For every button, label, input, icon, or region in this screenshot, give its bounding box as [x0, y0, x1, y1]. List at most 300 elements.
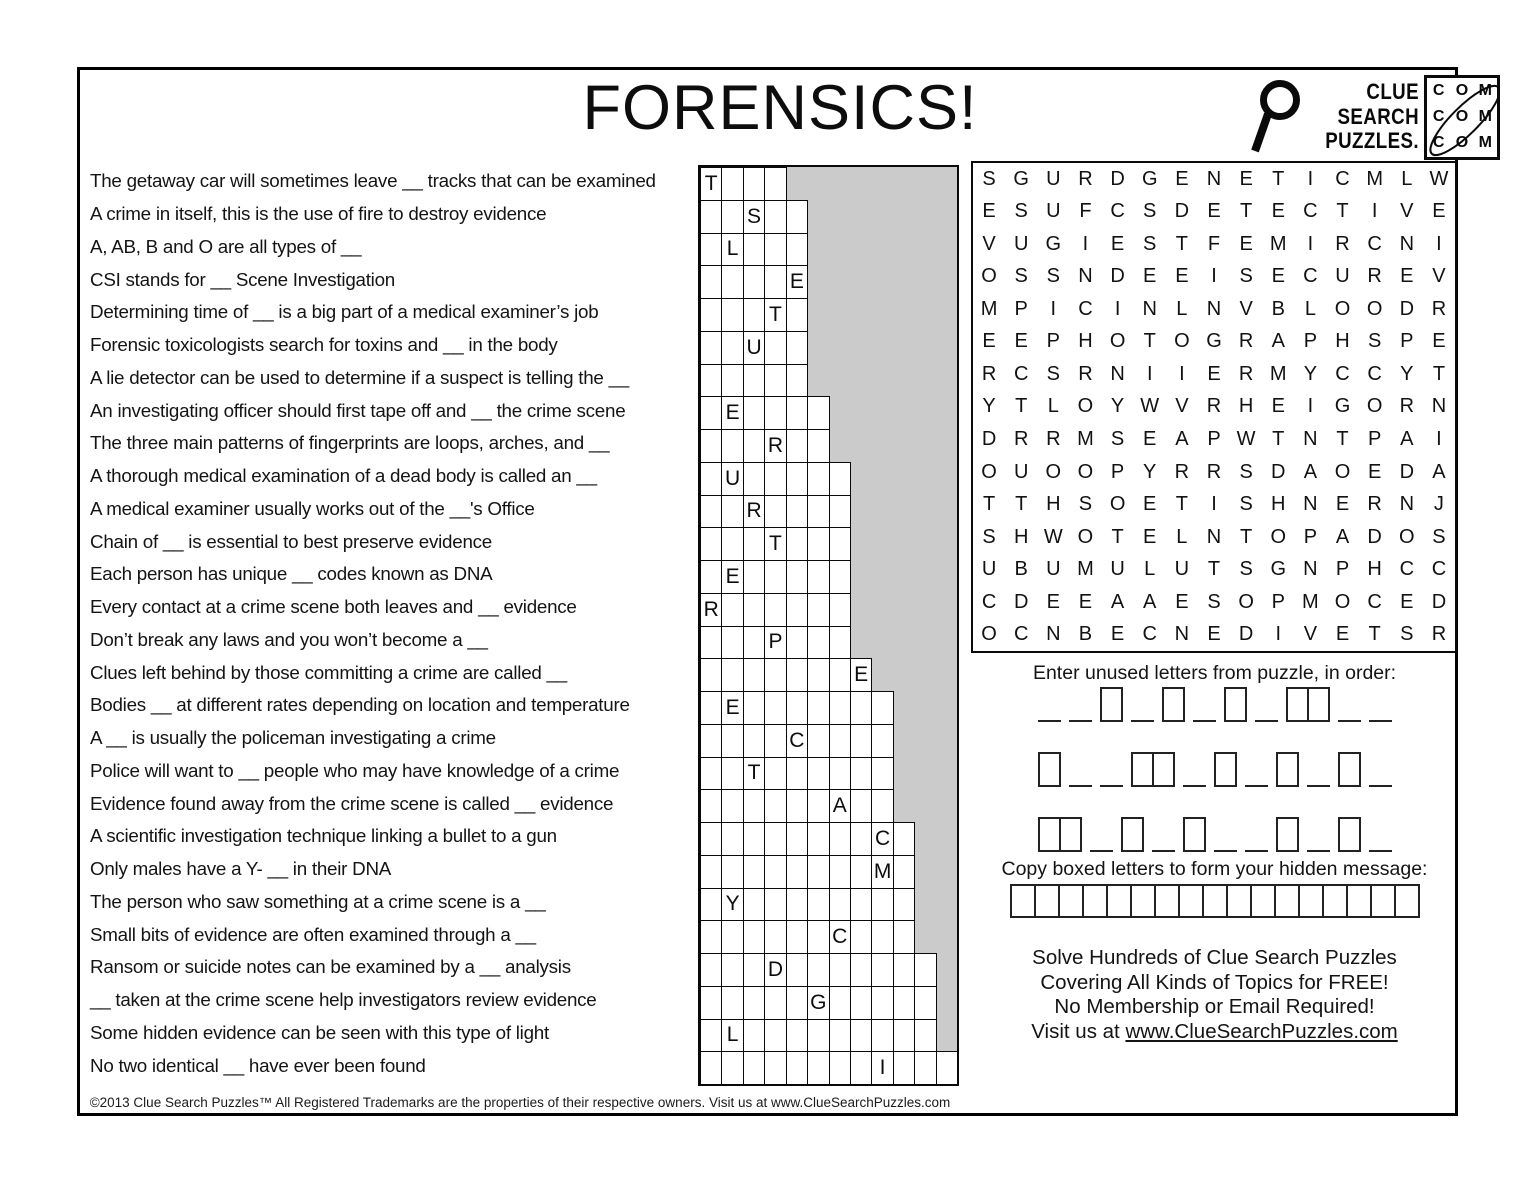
crossword-cell [743, 364, 765, 398]
wordsearch-letter: T [1432, 362, 1446, 385]
crossword-cell [807, 757, 829, 791]
crossword-cell [786, 1051, 808, 1085]
hidden-message-heading: Copy boxed letters to form your hidden message: [1001, 858, 1428, 880]
wordsearch-letter: T [1240, 525, 1253, 548]
crossword-cell [764, 757, 786, 791]
wordsearch-letter: R [1431, 297, 1447, 320]
wordsearch-letter: E [1014, 330, 1028, 353]
wordsearch-letter: T [1336, 428, 1349, 451]
unused-letter-box [1038, 752, 1061, 787]
crossword-cell [700, 560, 722, 594]
promo-line-4 [951, 1020, 1478, 1045]
crossword-cell [850, 1051, 872, 1085]
crossword-cell [871, 789, 893, 823]
wordsearch-letter: E [1400, 590, 1414, 613]
wordsearch-letter: E [982, 200, 996, 223]
wordsearch-letter: N [1078, 265, 1093, 288]
wordsearch-letter: M [1077, 428, 1094, 451]
clue-line: Clues left behind by those committing a crime are called __ [90, 661, 567, 683]
wordsearch-letter: C [1367, 232, 1382, 255]
wordsearch-letter: T [1240, 200, 1253, 223]
wordsearch-letter: N [1399, 232, 1415, 255]
crossword-cell [743, 986, 765, 1020]
crossword-cell [743, 396, 765, 430]
wordsearch-letter: G [1334, 395, 1351, 418]
unused-letter-blank [1131, 687, 1154, 722]
wordsearch-letter: L [1176, 525, 1188, 548]
wordsearch-letter: C [1367, 590, 1382, 613]
wordsearch-letter: T [1143, 330, 1156, 353]
wordsearch-letter: G [1206, 330, 1222, 353]
wordsearch-letter: Y [982, 395, 996, 418]
wordsearch-letter: R [1399, 395, 1415, 418]
crossword-cell [850, 724, 872, 758]
crossword-cell [829, 593, 851, 627]
wordsearch-letter: S [1239, 493, 1253, 516]
wordsearch-letter: O [1077, 395, 1094, 418]
wordsearch-letter: D [1238, 623, 1254, 646]
wordsearch-letter: V [1239, 297, 1253, 320]
crossword-cell [743, 462, 765, 496]
wordsearch-letter: D [1399, 297, 1415, 320]
crossword-cell [786, 658, 808, 692]
crossword-cell: Y [721, 888, 743, 922]
wordsearch-letter: S [1143, 232, 1157, 255]
crossword-cell: T [700, 167, 722, 201]
wordsearch-letter: E [1078, 590, 1093, 613]
crossword-cell [850, 855, 872, 889]
wordsearch-letter: O [1366, 395, 1383, 418]
hidden-message-cell [1034, 884, 1060, 918]
unused-letter-blank [1090, 817, 1113, 852]
crossword-cell [871, 691, 893, 725]
unused-letter-box [1307, 687, 1330, 722]
crossword-cell: E [721, 560, 743, 594]
wordsearch-letter: N [1303, 428, 1318, 451]
wordsearch-letter: Y [1303, 362, 1318, 385]
wordsearch-letter: U [1335, 265, 1350, 288]
wordsearch-letter: C [1431, 558, 1447, 581]
wordsearch-letter: T [1175, 232, 1188, 255]
wordsearch-letter: C [1367, 362, 1382, 385]
crossword-cell: T [764, 298, 786, 332]
crossword-cell [807, 626, 829, 660]
crossword-cell [764, 855, 786, 889]
wordsearch-letter: G [1270, 558, 1287, 581]
crossword-cell: T [764, 527, 786, 561]
crossword-cell [700, 855, 722, 889]
crossword-cell [786, 331, 808, 365]
crossword-cell [829, 495, 851, 529]
crossword-cell [807, 527, 829, 561]
hidden-message-cell [1298, 884, 1324, 918]
crossword-cell [700, 724, 722, 758]
crossword-cell: U [743, 331, 765, 365]
crossword-cell [743, 265, 765, 299]
page-title: FORENSICS! [582, 73, 978, 143]
crossword-cell [871, 888, 893, 922]
crossword-cell [721, 265, 743, 299]
wordsearch-letter: B [1271, 297, 1285, 320]
wordsearch-letter: I [1307, 167, 1314, 190]
wordsearch-letter: V [1432, 265, 1446, 288]
hidden-message-cell [1226, 884, 1252, 918]
crossword-cell [829, 658, 851, 692]
crossword-cell [764, 691, 786, 725]
clue-line: The person who saw something at a crime scene is a __ [90, 890, 546, 912]
hidden-message-cell [1370, 884, 1396, 918]
wordsearch-letter: W [1429, 167, 1449, 190]
crossword-cell [721, 757, 743, 791]
wordsearch-letter: M [980, 297, 998, 320]
wordsearch-letter: C [1013, 362, 1029, 385]
clue-line: A, AB, B and O are all types of __ [90, 235, 362, 257]
wordsearch-letter: O [1334, 590, 1351, 613]
wordsearch-letter: C [1303, 200, 1318, 223]
crossword-cell [829, 1019, 851, 1053]
wordsearch-letter: W [1236, 428, 1256, 451]
wordsearch-letter: P [1303, 330, 1318, 353]
wordsearch-letter: R [1174, 460, 1190, 483]
crossword-cell [850, 822, 872, 856]
clue-line: A scientific investigation technique linking a bullet to a gun [90, 825, 557, 847]
crossword-cell [786, 560, 808, 594]
crossword-cell [807, 953, 829, 987]
crossword-cell [829, 953, 851, 987]
crossword-cell [743, 560, 765, 594]
clue-line: The three main patterns of fingerprints are loops, arches, and __ [90, 432, 610, 454]
logo-com-letter: M [1478, 134, 1492, 152]
crossword-cell [786, 298, 808, 332]
logo-line-clue: CLUE [1366, 79, 1419, 105]
wordsearch-letter: H [1367, 558, 1382, 581]
crossword-cell: I [871, 1051, 893, 1085]
wordsearch-letter: I [1211, 493, 1217, 516]
unused-letter-box [1276, 817, 1299, 852]
wordsearch-letter: E [1143, 428, 1157, 451]
logo-com-letter: M [1478, 81, 1492, 99]
wordsearch-letter: A [1432, 460, 1446, 483]
crossword-cell [786, 364, 808, 398]
crossword-cell: G [807, 986, 829, 1020]
wordsearch-letter: A [1400, 428, 1414, 451]
promo-text [951, 946, 1478, 1044]
wordsearch-letter: S [1239, 265, 1253, 288]
crossword-cell [786, 462, 808, 496]
wordsearch-letter: S [1143, 200, 1157, 223]
unused-letter-blank [1245, 752, 1268, 787]
crossword-cell [786, 789, 808, 823]
crossword-cell [743, 822, 765, 856]
crossword-cell [700, 1019, 722, 1053]
wordsearch-letter: O [1366, 297, 1383, 320]
wordsearch-letter: E [1207, 362, 1221, 385]
wordsearch-letter: P [1110, 460, 1125, 483]
wordsearch-letter: E [1239, 232, 1253, 255]
unused-letter-blank [1245, 817, 1268, 852]
crossword-cell [850, 986, 872, 1020]
crossword-cell [829, 986, 851, 1020]
wordsearch-letter: N [1174, 623, 1190, 646]
wordsearch-letter: I [1307, 232, 1314, 255]
crossword-cell [893, 920, 915, 954]
crossword-cell [786, 527, 808, 561]
wordsearch-letter: O [1045, 460, 1062, 483]
unused-letter-blank [1369, 687, 1392, 722]
crossword-cell [871, 1019, 893, 1053]
logo-com-letter: C [1432, 81, 1445, 99]
unused-letter-box [1338, 752, 1361, 787]
promo-line-2: Covering All Kinds of Topics for FREE! [1040, 970, 1389, 994]
unused-letter-blank [1069, 752, 1092, 787]
promo-link[interactable]: www.ClueSearchPuzzles.com [1125, 1019, 1398, 1043]
crossword-cell [743, 429, 765, 463]
wordsearch-letter: I [1436, 232, 1442, 255]
wordsearch-letter: N [1206, 297, 1222, 320]
crossword-cell [764, 495, 786, 529]
crossword-cell [786, 626, 808, 660]
wordsearch-letter: T [1111, 525, 1124, 548]
crossword-cell [721, 364, 743, 398]
crossword-cell [764, 789, 786, 823]
clue-line: Some hidden evidence can be seen with this type of light [90, 1021, 549, 1043]
unused-letter-box [1131, 752, 1154, 787]
wordsearch-letter: S [1367, 330, 1382, 353]
crossword-cell [829, 527, 851, 561]
crossword-cell [807, 888, 829, 922]
promo-line-3: No Membership or Email Required! [1054, 995, 1375, 1019]
wordsearch-letter: E [1400, 265, 1414, 288]
wordsearch-letter: E [1110, 623, 1125, 646]
wordsearch-letter: O [1077, 525, 1094, 548]
crossword-cell [893, 855, 915, 889]
unused-letter-box [1059, 817, 1082, 852]
wordsearch-letter: I [1179, 362, 1185, 385]
wordsearch-letter: I [1050, 297, 1057, 320]
unused-letter-rows [971, 684, 1458, 879]
crossword-cell [807, 658, 829, 692]
wordsearch-letter: N [1303, 558, 1318, 581]
wordsearch-letter: G [1045, 232, 1062, 255]
clue-list [90, 165, 694, 1082]
clue-line: An investigating officer should first tape off and __ the crime scene [90, 399, 626, 421]
crossword-cell [743, 298, 765, 332]
crossword-cell [786, 920, 808, 954]
wordsearch-letter: D [1399, 460, 1415, 483]
wordsearch-letter: A [1303, 460, 1318, 483]
wordsearch-letter: A [1110, 590, 1125, 613]
unused-letter-box [1183, 817, 1206, 852]
crossword-cell [786, 233, 808, 267]
logo-com-letter: C [1432, 134, 1445, 152]
crossword-cell: D [764, 953, 786, 987]
wordsearch-letter: V [1175, 395, 1189, 418]
wordsearch-letter: E [1143, 493, 1157, 516]
wordsearch-letter: E [1207, 623, 1221, 646]
clue-line: CSI stands for __ Scene Investigation [90, 268, 395, 290]
logo-com-letter: M [1478, 107, 1492, 125]
crossword-cell [721, 822, 743, 856]
crossword-cell [786, 986, 808, 1020]
hidden-message-cell [1130, 884, 1156, 918]
wordsearch-letter: R [1238, 330, 1254, 353]
wordsearch-letter: S [1400, 623, 1414, 646]
crossword-cell [786, 396, 808, 430]
crossword-cell [700, 495, 722, 529]
wordsearch-letter: D [981, 428, 997, 451]
hidden-message-cell [1250, 884, 1276, 918]
crossword-cell [700, 658, 722, 692]
unused-letter-blank [1369, 752, 1392, 787]
hidden-message-cell [1346, 884, 1372, 918]
logo-com-letter: O [1455, 107, 1469, 125]
crossword-grid [698, 165, 959, 1086]
wordsearch-letter: Y [1143, 460, 1157, 483]
crossword-cell [764, 888, 786, 922]
wordsearch-letter: P [1271, 590, 1285, 613]
crossword-cell [786, 691, 808, 725]
wordsearch-letter: S [1110, 428, 1125, 451]
crossword-cell [829, 855, 851, 889]
wordsearch-letter: D [1110, 167, 1125, 190]
crossword-cell [743, 1019, 765, 1053]
crossword-cell [829, 724, 851, 758]
crossword-cell: A [829, 789, 851, 823]
wordsearch-letter: Y [1110, 395, 1125, 418]
promo-visit-text: Visit us at [1031, 1019, 1126, 1043]
promo-line-1: Solve Hundreds of Clue Search Puzzles [1032, 946, 1397, 969]
unused-letter-box [1224, 687, 1247, 722]
crossword-cell: E [850, 658, 872, 692]
clue-line: No two identical __ have ever been found [90, 1054, 426, 1076]
crossword-cell [807, 396, 829, 430]
unused-letters-heading: Enter unused letters from puzzle, in order: [1032, 662, 1397, 684]
crossword-cell [786, 429, 808, 463]
crossword-cell [786, 855, 808, 889]
wordsearch-letter: E [1207, 200, 1221, 223]
wordsearch-letter: S [1239, 460, 1253, 483]
crossword-cell [829, 462, 851, 496]
wordsearch-letter: E [1367, 460, 1382, 483]
crossword-cell [914, 986, 936, 1020]
wordsearch-letter: A [1335, 525, 1350, 548]
crossword-cell [893, 986, 915, 1020]
wordsearch-letter: R [1367, 493, 1382, 516]
crossword-cell [721, 167, 743, 201]
clue-line: __ taken at the crime scene help investigators review evidence [90, 989, 597, 1011]
unused-letter-box [1038, 817, 1061, 852]
hidden-message-cell [1274, 884, 1300, 918]
crossword-cell [829, 560, 851, 594]
wordsearch-letter: A [1143, 590, 1157, 613]
wordsearch-letter: C [1078, 297, 1093, 320]
wordsearch-letter: C [981, 590, 997, 613]
crossword-cell [700, 920, 722, 954]
crossword-cell [700, 396, 722, 430]
wordsearch-letter: P [1335, 558, 1350, 581]
crossword-cell [764, 1019, 786, 1053]
crossword-cell [893, 1051, 915, 1085]
crossword-cell [764, 986, 786, 1020]
crossword-cell [786, 495, 808, 529]
crossword-cell [743, 527, 765, 561]
crossword-cell [764, 658, 786, 692]
wordsearch-letter: U [1174, 558, 1190, 581]
wordsearch-letter: E [1271, 265, 1285, 288]
crossword-cell [807, 789, 829, 823]
clue-line: A thorough medical examination of a dead body is called an __ [90, 465, 597, 487]
crossword-cell [700, 888, 722, 922]
wordsearch-letter: R [1078, 362, 1093, 385]
hidden-message-strip [971, 884, 1458, 918]
answer-column [971, 0, 1458, 1187]
crossword-cell [721, 986, 743, 1020]
wordsearch-letter: T [1015, 493, 1028, 516]
crossword-cell [700, 527, 722, 561]
crossword-cell [721, 658, 743, 692]
unused-letter-box [1152, 752, 1175, 787]
hidden-message-cell [1202, 884, 1228, 918]
crossword-cell [871, 920, 893, 954]
crossword-cell [786, 593, 808, 627]
clue-line: A __ is usually the policeman investigating a crime [90, 727, 496, 749]
clue-line: A crime in itself, this is the use of fire to destroy evidence [90, 203, 547, 225]
unused-letter-blank [1193, 687, 1216, 722]
wordsearch-letter: M [1302, 590, 1319, 613]
crossword-cell [764, 1051, 786, 1085]
crossword-cell [936, 1051, 958, 1085]
crossword-cell [700, 822, 722, 856]
wordsearch-letter: F [1207, 232, 1221, 255]
crossword-cell [743, 658, 765, 692]
crossword-cell [743, 724, 765, 758]
wordsearch-letter: T [1207, 558, 1221, 581]
crossword-cell: S [743, 200, 765, 234]
wordsearch-letter: O [1174, 330, 1190, 353]
wordsearch-letter: U [1013, 460, 1029, 483]
crossword-cell [786, 1019, 808, 1053]
wordsearch-letter: S [1046, 362, 1060, 385]
wordsearch-letter: V [982, 232, 996, 255]
crossword-cell [786, 822, 808, 856]
crossword-cell [764, 265, 786, 299]
crossword-cell [807, 462, 829, 496]
crossword-cell [829, 822, 851, 856]
crossword-cell [764, 462, 786, 496]
wordsearch-letter: M [1269, 232, 1287, 255]
crossword-cell [721, 527, 743, 561]
wordsearch-letter: T [1015, 395, 1028, 418]
wordsearch-letter: B [1014, 558, 1028, 581]
crossword-cell [721, 920, 743, 954]
crossword-cell [850, 1019, 872, 1053]
wordsearch-letter: T [1175, 493, 1188, 516]
hidden-message-cell [1106, 884, 1132, 918]
crossword-cell [743, 953, 765, 987]
clue-line: Bodies __ at different rates depending on location and temperature [90, 694, 630, 716]
wordsearch-letter: U [1046, 558, 1061, 581]
crossword-cell [807, 495, 829, 529]
wordsearch-letter: O [981, 460, 997, 483]
wordsearch-letter: H [1013, 525, 1029, 548]
crossword-cell [721, 953, 743, 987]
unused-letter-blank [1100, 752, 1123, 787]
crossword-cell [850, 691, 872, 725]
unused-letter-box [1286, 687, 1309, 722]
crossword-cell: T [743, 757, 765, 791]
wordsearch-letter: E [1143, 265, 1157, 288]
wordsearch-letter: E [1239, 167, 1253, 190]
